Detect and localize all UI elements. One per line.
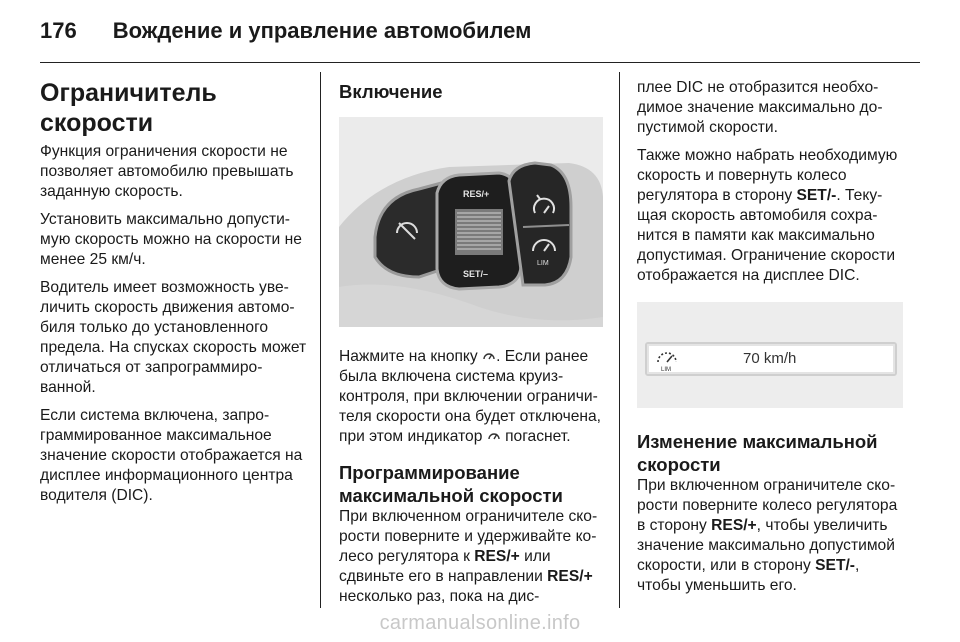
chapter-title: Вождение и управление автомобилем bbox=[112, 18, 532, 43]
paragraph-change: При включенном ограничителе скорости поверните колесо регулятора в сторону RES/+, чтобы увеличить значение максимально допустимой скорости, или в сторону SET/-, чтобы уменьшить его. bbox=[637, 477, 898, 594]
column-divider bbox=[619, 72, 620, 608]
paragraph: Установить максимально допустимую скорость можно на скорости не менее 25 км/ч. bbox=[40, 211, 302, 268]
set-label: SET/– bbox=[463, 269, 489, 279]
header-rule bbox=[40, 62, 920, 63]
section-heading-change: Изменение максимальной скорости bbox=[637, 431, 878, 475]
speed-limiter-icon bbox=[653, 348, 681, 372]
paragraph-enable: Нажмите на кнопку . Если ранее была включена система круиз-контроля, при включении ограничителя скорости она будет отключена, при этом индикатор погаснет. bbox=[339, 348, 602, 445]
steering-wheel-controls-illustration bbox=[339, 117, 603, 327]
paragraph-set: Также можно набрать необходимую скорость и повернуть колесо регулятора в сторону SET/-. Текущая скорость автомобиля сохранится в памяти как максимально допустимая. Ограничение скорости отображается на дисплее DIC. bbox=[637, 147, 898, 284]
column-3 bbox=[637, 78, 905, 604]
page-number: 176 bbox=[40, 18, 77, 43]
paragraph-continued: плее DIC не отобразится необходимое значение максимально допустимой скорости. bbox=[637, 79, 883, 136]
speed-limiter-icon bbox=[482, 349, 496, 363]
section-heading-speed-limiter: Ограничитель скорости bbox=[40, 79, 217, 137]
column-divider bbox=[320, 72, 321, 608]
section-heading-programming: Программирование максимальной скорости bbox=[339, 462, 563, 506]
steering-wheel-controls-figure bbox=[339, 117, 603, 327]
paragraph: Водитель имеет возможность увеличить скорость движения автомобиля только до установленного предела. На спусках скорость может отличаться от запрограммированной. bbox=[40, 279, 307, 396]
paragraph-programming: При включенном ограничителе скорости поверните и удерживайте колесо регулятора к RES/+ или сдвиньте его в направлении RES/+ несколько раз, пока на дис- bbox=[339, 508, 598, 605]
limit-speed-value: 70 km/h bbox=[743, 350, 797, 367]
paragraph: Если система включена, запрограммированное максимальное значение скорости отображается на дисплее информационного центра водителя (DIC). bbox=[40, 407, 303, 504]
lim-label: LIM bbox=[537, 260, 549, 267]
watermark: carmanualsonline.info bbox=[379, 612, 581, 634]
dic-display-figure bbox=[637, 302, 903, 408]
dic-display bbox=[645, 342, 897, 376]
page-header bbox=[40, 18, 531, 44]
section-heading-enable: Включение bbox=[339, 81, 443, 102]
res-label: RES/+ bbox=[463, 189, 490, 199]
cruise-control-indicator-icon bbox=[487, 429, 501, 443]
column-1 bbox=[40, 78, 310, 514]
column-2 bbox=[339, 80, 607, 615]
svg-text:LIM: LIM bbox=[661, 367, 672, 372]
paragraph: Функция ограничения скорости не позволяет автомобилю превышать заданную скорость. bbox=[40, 143, 294, 200]
